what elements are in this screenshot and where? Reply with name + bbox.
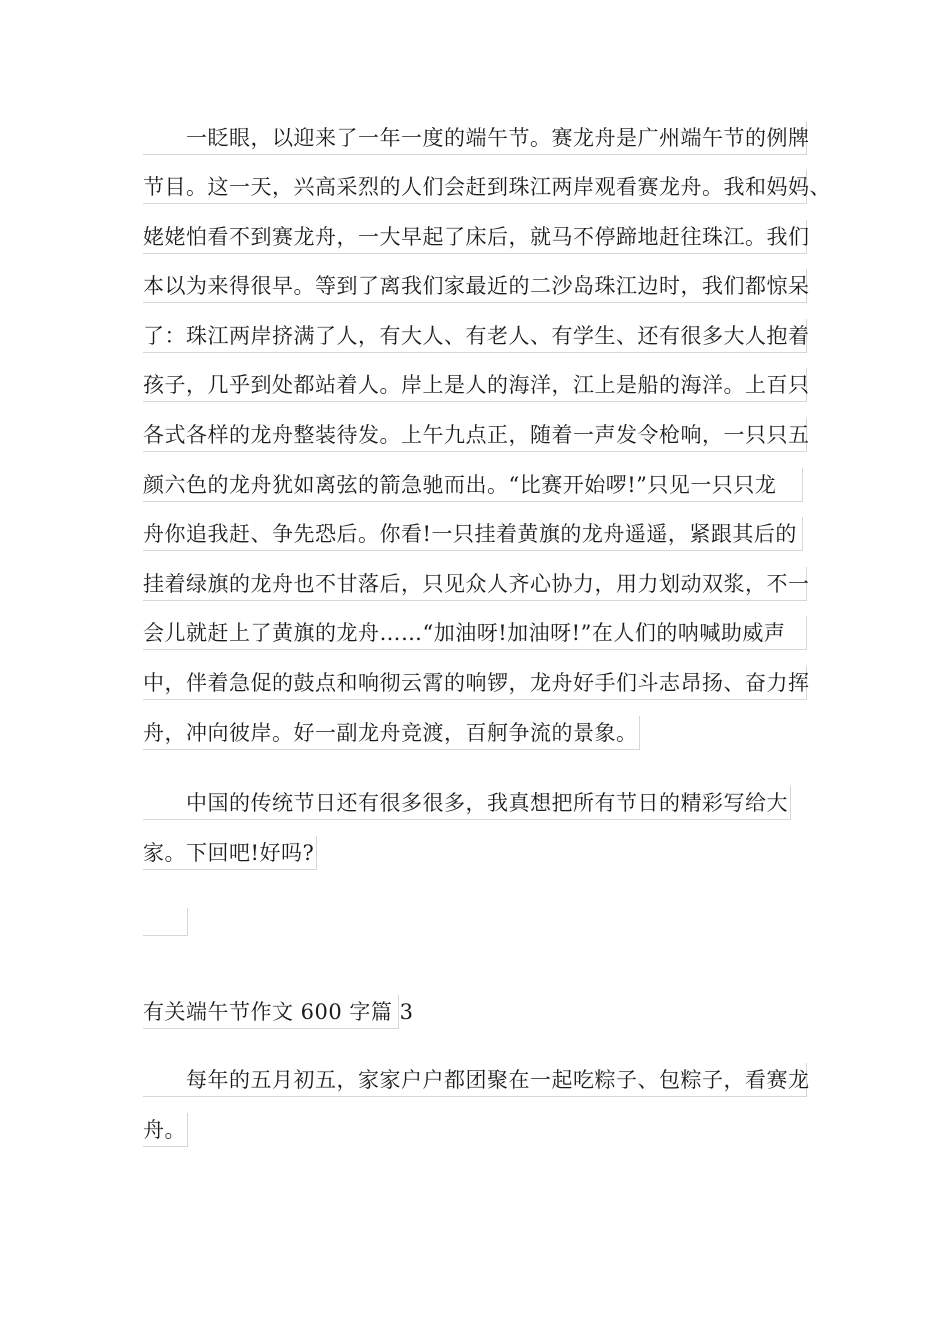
text-line: 了：珠江两岸挤满了人，有大人、有老人、有学生、还有很多大人抱着	[143, 319, 807, 353]
text-line: 节目。这一天，兴高采烈的人们会赶到珠江两岸观看赛龙舟。我和妈妈、	[143, 170, 807, 204]
text-line: 中，伴着急促的鼓点和响彻云霄的响锣，龙舟好手们斗志昂扬、奋力挥	[143, 666, 807, 700]
text-line: 孩子，几乎到处都站着人。岸上是人的海洋，江上是船的海洋。上百只	[143, 368, 807, 402]
text-line: 舟。	[143, 1113, 188, 1147]
text-line: 各式各样的龙舟整装待发。上午九点正，随着一声发令枪响，一只只五	[143, 418, 807, 452]
empty-line	[143, 908, 188, 936]
text-line: 挂着绿旗的龙舟也不甘落后，只见众人齐心协力，用力划动双浆，不一	[143, 567, 807, 601]
text-line: 中国的传统节日还有很多很多，我真想把所有节日的精彩写给大	[143, 786, 791, 820]
text-line: 家。下回吧!好吗?	[143, 836, 317, 870]
text-line: 每年的五月初五，家家户户都团聚在一起吃粽子、包粽子，看赛龙	[143, 1063, 807, 1097]
text-line: 舟，冲向彼岸。好一副龙舟竞渡，百舸争流的景象。	[143, 716, 640, 750]
section-heading: 有关端午节作文 600 字篇 3	[143, 995, 399, 1029]
text-line: 颜六色的龙舟犹如离弦的箭急驰而出。“比赛开始啰!”只见一只只龙	[143, 468, 803, 502]
text-line: 舟你追我赶、争先恐后。你看!一只挂着黄旗的龙舟遥遥，紧跟其后的	[143, 517, 803, 551]
text-line: 姥姥怕看不到赛龙舟，一大早起了床后，就马不停蹄地赶往珠江。我们	[143, 220, 807, 254]
text-line: 一眨眼，以迎来了一年一度的端午节。赛龙舟是广州端午节的例牌	[143, 121, 807, 155]
text-line: 本以为来得很早。等到了离我们家最近的二沙岛珠江边时，我们都惊呆	[143, 269, 807, 303]
text-line: 会儿就赶上了黄旗的龙舟……“加油呀!加油呀!”在人们的呐喊助威声	[143, 616, 807, 650]
